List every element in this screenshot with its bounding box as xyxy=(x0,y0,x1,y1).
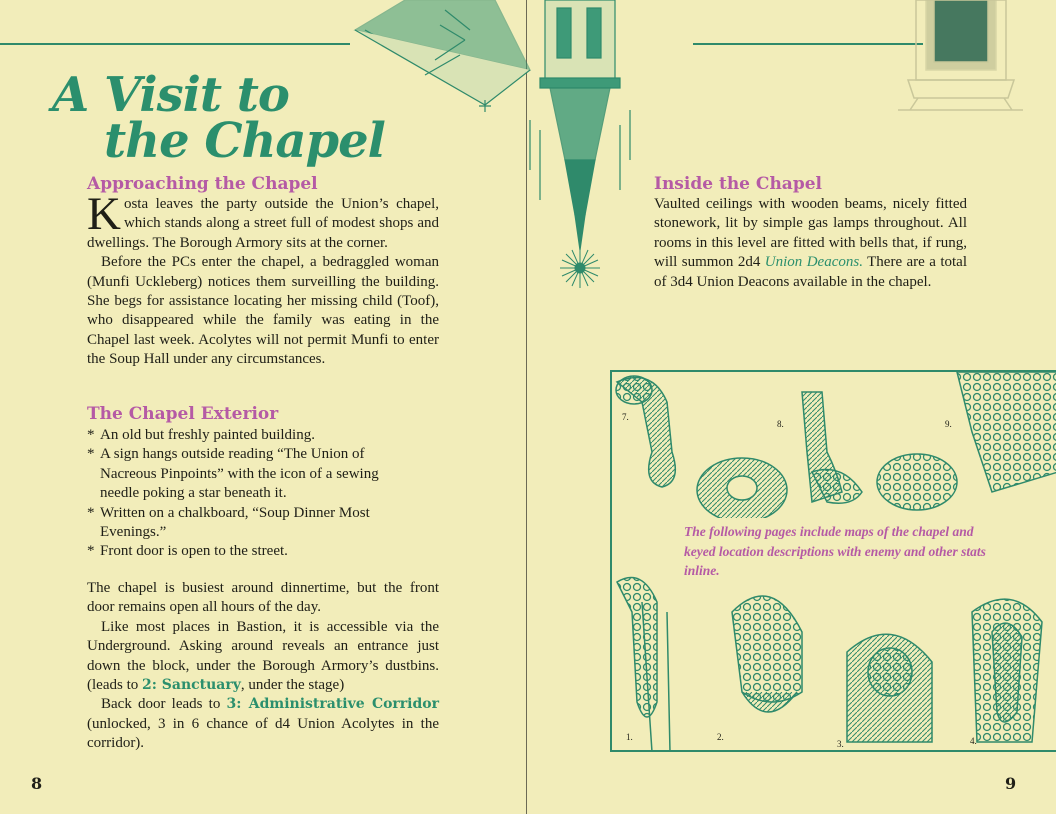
left-page xyxy=(0,0,527,814)
page-title-line-2: the Chapel xyxy=(104,113,385,169)
wig-9a xyxy=(877,454,957,510)
plate-number: 3. xyxy=(837,739,844,749)
link-sanctuary[interactable]: 2: Sanctuary xyxy=(141,677,241,694)
plate-number: 9. xyxy=(945,419,952,429)
page-title-line-1: A Visit to xyxy=(52,67,289,123)
bullet-item: * Front door is open to the street. xyxy=(87,542,417,561)
exterior-bullet-list xyxy=(87,426,417,562)
paragraph-back-door-end: (unlocked, 3 in 6 chance of d4 Union Acolytes in the corridor). xyxy=(87,715,439,752)
paragraph-inside-text: Vaulted ceilings with wooden beams, nicely fitted stonework, lit by simple gas lamps throughout. All rooms in this level are fitted with bells that, if rung, will summon 2d4 xyxy=(654,196,967,271)
paragraph-munfi: Before the PCs enter the chapel, a bedraggled woman (Munfi Uckleberg) notices them surveilling the building. She begs for assistance locating her missing child (Toof), who disappeared while the family was eating in the Chapel last week. Acolytes will not permit Munfi to enter the Soup Hall under any circumstances. xyxy=(87,254,439,368)
paragraph-underground-text: Like most places in Bastion, it is accessible via the Underground. Asking around reveals an entrance just down the block, under the Borough Armory’s dustbins. (leads to xyxy=(87,618,439,694)
paragraph-underground xyxy=(87,618,439,696)
paragraph-back-door-text: Back door leads to xyxy=(101,696,221,713)
exterior-bullets-block xyxy=(87,426,417,562)
plate-number: 7. xyxy=(622,412,629,422)
page-number-right: 9 xyxy=(1005,774,1017,793)
approach-text-block xyxy=(87,188,439,370)
plate-number: 8. xyxy=(777,419,784,429)
maps-callout: The following pages include maps of the chapel and keyed location descriptions with enemy and other stats inline. xyxy=(674,518,1004,584)
link-administrative-corridor[interactable]: 3: Administrative Corridor xyxy=(226,696,439,713)
access-text-block xyxy=(87,579,439,754)
wig-1 xyxy=(617,578,657,718)
paragraph-inside-end: There are a total of 3d4 Union Deacons available in the chapel. xyxy=(654,254,967,290)
paragraph-back-door xyxy=(87,695,439,753)
paragraph-intro xyxy=(87,188,439,253)
paragraph-intro-text: osta leaves the party outside the Union’s chapel, which stands along a street full of modest shops and dwellings. The Borough Armory sits at the corner. xyxy=(87,196,439,251)
heading-approaching-the-chapel: Approaching the Chapel xyxy=(87,174,318,194)
bullet-item: * A sign hangs outside reading “The Union of Nacreous Pinpoints” with the icon of a sewing needle poking a star beneath it. xyxy=(87,445,417,503)
wig-9b xyxy=(957,372,1056,492)
bullet-item: * An old but freshly painted building. xyxy=(87,426,417,445)
bullet-item: * Written on a chalkboard, “Soup Dinner Most Evenings.” xyxy=(87,504,417,543)
wig-2 xyxy=(732,596,802,702)
heading-inside-the-chapel: Inside the Chapel xyxy=(654,174,822,194)
heading-chapel-exterior: The Chapel Exterior xyxy=(87,404,279,424)
plate-number: 2. xyxy=(717,732,724,742)
plate-number: 1. xyxy=(626,732,633,742)
page-number-left: 8 xyxy=(31,774,43,793)
paragraph-busiest: The chapel is busiest around dinnertime, but the front door remains open all hours of the day. xyxy=(87,580,439,616)
union-deacons-reference: Union Deacons. xyxy=(764,254,863,271)
drop-cap: K xyxy=(87,188,121,240)
paragraph-underground-end: , under the stage) xyxy=(240,677,345,694)
paragraph-inside xyxy=(654,195,967,292)
plate-number: 4. xyxy=(970,736,977,746)
inside-text-block xyxy=(654,195,967,292)
